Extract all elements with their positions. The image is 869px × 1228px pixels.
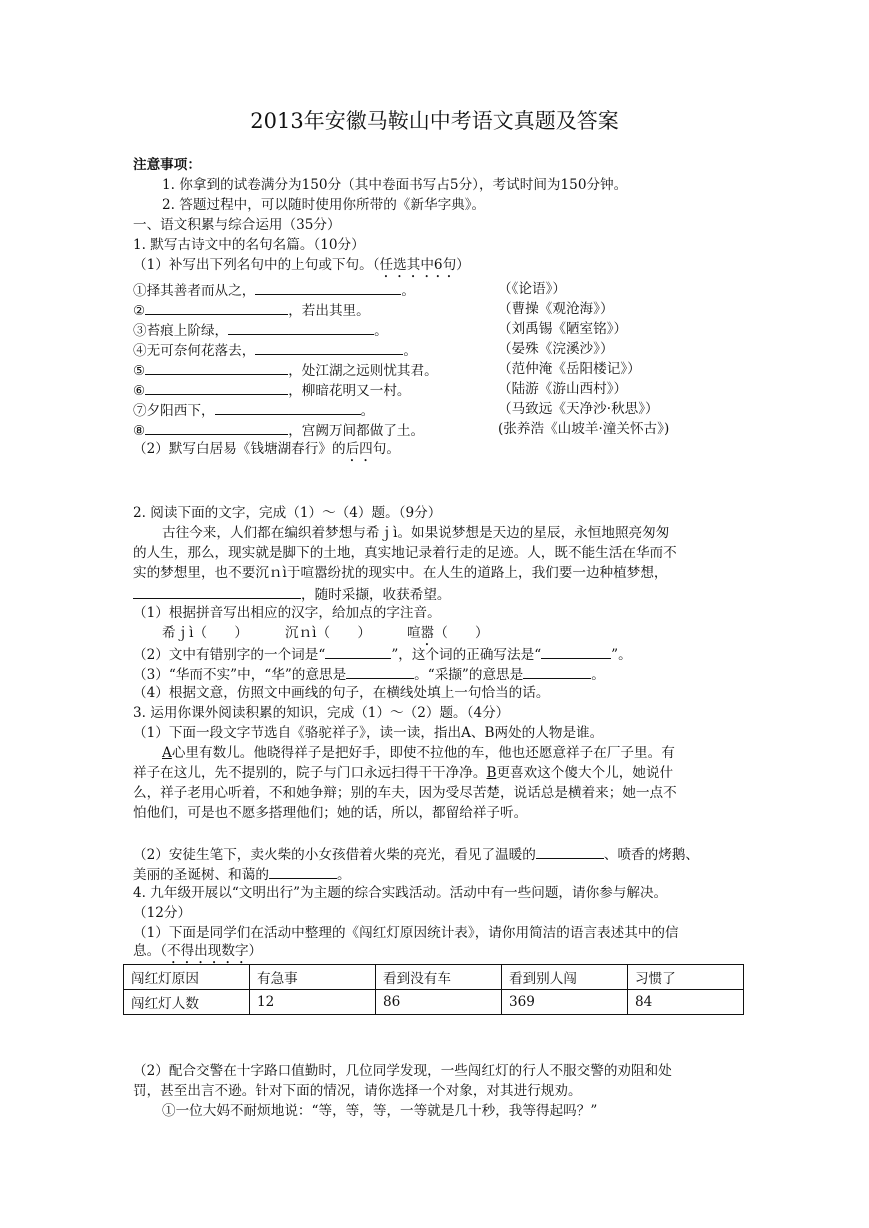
q3-passage-line-2: 祥子在这儿，先不提别的，院子与门口永远扫得干干净净。B更喜欢这个傻大个儿，她说什 <box>133 765 674 781</box>
answer-blank[interactable] <box>145 360 288 375</box>
q2-passage-line-1: 古往今来，人们都在编织着梦想与希ｊì。如果说梦想是天边的星辰，永恒地照亮匆匆 <box>162 525 670 541</box>
q2-sub1: （1）根据拼音写出相应的汉字，给加点的字注音。 <box>133 605 441 621</box>
page-title: 2013年安徽马鞍山中考语文真题及答案 <box>250 109 619 133</box>
verse-source-7: （马致远《天净沙·秋思》） <box>498 401 659 417</box>
q2-sub1-b: 沉ｎì（ ） <box>285 625 371 641</box>
answer-blank[interactable] <box>215 400 361 415</box>
verse-line-8: ⑧ ，宫阙万间都做了土。 <box>133 420 424 441</box>
q4-score: （12分） <box>133 905 192 921</box>
verse-source-2: （曹操《观沧海》） <box>498 301 614 317</box>
q2-passage-line-2: 的人生，那么，现实就是脚下的土地，真实地记录着行走的足迹。人，既不能生活在华而不 <box>133 545 677 561</box>
verse-line-2: ② ，若出其里。 <box>133 300 370 321</box>
verse-source-6: （陆游《游山西村》） <box>498 381 628 397</box>
q2-sub2: （2）文中有错别字的一个词是“ ”，这个词的正确写法是“ ”。 <box>133 644 632 665</box>
notice-heading: 注意事项： <box>133 157 201 173</box>
answer-blank[interactable] <box>541 644 611 659</box>
q4-sub2-line-2: 罚，甚至出言不逊。针对下面的情况，请你选择一个对象，对其进行规劝。 <box>133 1083 582 1099</box>
table-cell: 12 <box>250 990 376 1015</box>
verse-line-4: ④无可奈何花落去， 。 <box>133 340 417 361</box>
answer-blank[interactable] <box>145 420 288 435</box>
q2-sub1-c: 喧嚣（ ） <box>407 625 489 641</box>
table-cell: 86 <box>376 990 502 1015</box>
q3-sub1: （1）下面一段文字节选自《骆驼祥子》，读一读，指出A、B两处的人物是谁。 <box>133 725 604 741</box>
q1-sub1: （1）补写出下列名句中的上句或下句。（任选其中6句） <box>133 257 470 273</box>
table-cell: 看到没有车 <box>376 965 502 990</box>
q2-passage-line-4: ，随时采撷，收获希望。 <box>133 584 451 605</box>
answer-blank[interactable] <box>269 864 337 879</box>
verse-line-1: ①择其善者而从之， 。 <box>133 280 415 301</box>
answer-blank[interactable] <box>346 664 414 679</box>
q1-stem: 1. 默写古诗文中的名句名篇。（10分） <box>133 237 365 253</box>
section-heading: 一、语文积累与综合运用（35分） <box>133 217 341 233</box>
table-header-row <box>124 965 744 990</box>
table-cell: 闯红灯人数 <box>124 990 250 1015</box>
q4-sub1: （1）下面是同学们在活动中整理的《闯红灯原因统计表》，请你用简洁的语言表述其中的信 <box>133 925 679 941</box>
table-cell: 有急事 <box>250 965 376 990</box>
answer-blank[interactable] <box>133 584 301 599</box>
verse-source-4: （晏殊《浣溪沙》） <box>498 341 614 357</box>
q2-sub1-a: 希ｊì（ ） <box>162 625 248 641</box>
notice-item-2: 2. 答题过程中，可以随时使用你所带的《新华字典》。 <box>162 197 486 213</box>
q3-passage-line-3: 么，祥子老用心听着，不和她争辩；别的车夫，因为受尽苦楚，说话总是横着来；她一点不 <box>133 785 677 801</box>
answer-blank[interactable] <box>145 380 288 395</box>
answer-blank[interactable] <box>255 280 401 295</box>
answer-blank[interactable] <box>536 844 604 859</box>
answer-blank[interactable] <box>145 300 288 315</box>
q2-sub4: （4）根据文意，仿照文中画线的句子，在横线处填上一句恰当的话。 <box>133 685 550 701</box>
q3-stem: 3. 运用你课外阅读积累的知识，完成（1）～（2）题。（4分） <box>133 705 510 721</box>
answer-blank[interactable] <box>255 340 403 355</box>
q3-sub2-line-1: （2）安徒生笔下，卖火柴的小女孩借着火柴的亮光，看见了温暖的 、喷香的烤鹅、 <box>133 844 699 865</box>
verse-source-8: (张养浩《山坡羊·潼关怀古》) <box>498 421 670 437</box>
q3-passage-line-4: 怕他们，可是也不愿多搭理他们；她的话，所以，都留给祥子听。 <box>133 805 528 821</box>
q4-sub2-line-3: ①一位大妈不耐烦地说：“等，等，等，一等就是几十秒，我等得起吗？” <box>162 1103 598 1119</box>
red-light-stats-table <box>123 964 744 1015</box>
answer-blank[interactable] <box>325 644 391 659</box>
verse-source-1: （《论语》） <box>498 281 566 297</box>
table-cell: 闯红灯原因 <box>124 965 250 990</box>
q2-stem: 2. 阅读下面的文字，完成（1）～（4）题。（9分） <box>133 505 442 521</box>
q3-sub2-line-2: 美丽的圣诞树、和蔼的 。 <box>133 864 351 885</box>
verse-source-3: （刘禹锡《陋室铭》） <box>498 321 628 337</box>
table-cell: 84 <box>628 990 744 1015</box>
q4-sub1-cont: 息。（不得出现数字） <box>133 943 263 959</box>
verse-line-5: ⑤ ，处江湖之远则忧其君。 <box>133 360 438 381</box>
q4-stem: 4. 九年级开展以“文明出行”为主题的综合实践活动。活动中有一些问题，请你参与解决。 <box>133 885 668 901</box>
table-cell: 看到别人闯 <box>502 965 628 990</box>
table-cell: 习惯了 <box>628 965 744 990</box>
q3-passage-line-1: A心里有数儿。他晓得祥子是把好手，即使不拉他的车，他也还愿意祥子在厂子里。有 <box>162 745 675 761</box>
table-row <box>124 990 744 1015</box>
q4-sub2-line-1: （2）配合交警在十字路口值勤时，几位同学发现，一些闯红灯的行人不服交警的劝阻和处 <box>133 1063 672 1079</box>
q2-passage-line-3: 实的梦想里，也不要沉ｎì于喧嚣纷扰的现实中。在人生的道路上，我们要一边种植梦想， <box>133 565 668 581</box>
answer-blank[interactable] <box>228 320 374 335</box>
verse-source-5: （范仲淹《岳阳楼记》） <box>498 361 641 377</box>
verse-line-3: ③苔痕上阶绿， 。 <box>133 320 388 341</box>
q1-sub2: （2）默写白居易《钱塘湖春行》的后四句。 <box>133 441 400 457</box>
table-cell: 369 <box>502 990 628 1015</box>
q2-sub3: （3）“华而不实”中，“华”的意思是 。“采撷”的意思是 。 <box>133 664 605 685</box>
verse-line-6: ⑥ ，柳暗花明又一村。 <box>133 380 411 401</box>
notice-item-1: 1. 你拿到的试卷满分为150分（其中卷面书写占5分），考试时间为150分钟。 <box>162 177 628 193</box>
answer-blank[interactable] <box>523 664 591 679</box>
verse-line-7: ⑦夕阳西下， 。 <box>133 400 374 421</box>
